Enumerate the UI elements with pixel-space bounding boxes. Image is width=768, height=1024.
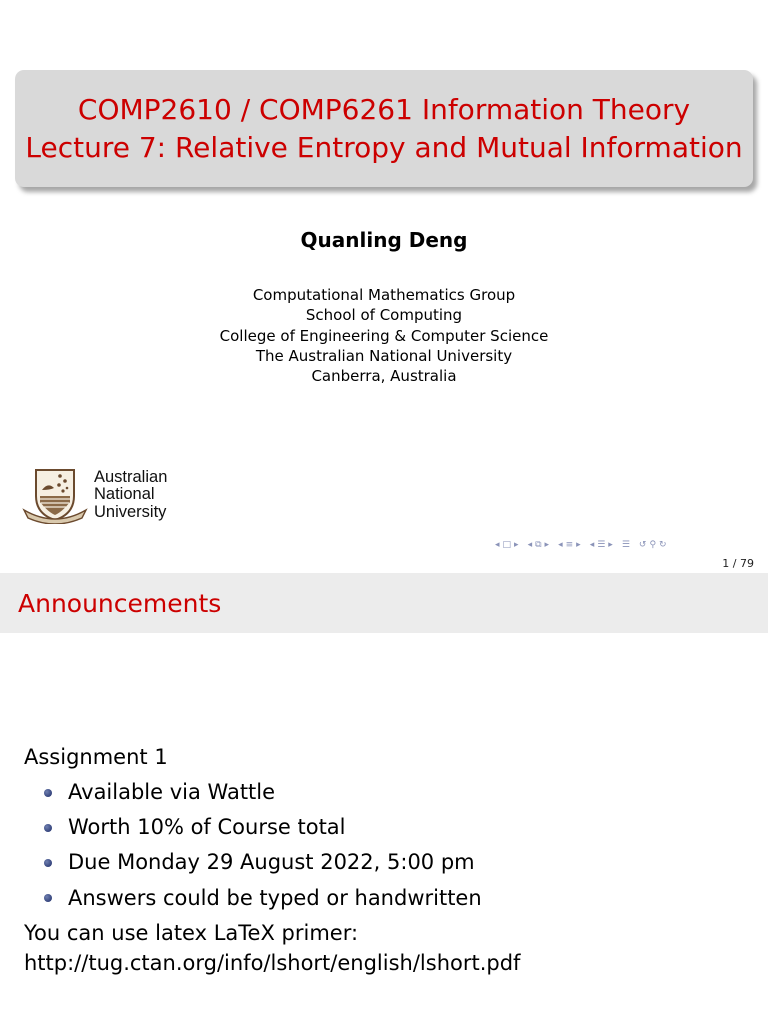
nav-appendix-icon[interactable]: ☰	[621, 540, 630, 550]
nav-right-arrow-icon[interactable]: ▸	[576, 540, 581, 550]
bullet-text: Due Monday 29 August 2022, 5:00 pm	[68, 850, 475, 875]
list-item	[44, 845, 482, 880]
list-item	[44, 881, 482, 916]
title-box	[15, 70, 753, 187]
list-item	[44, 775, 482, 810]
bullet-list	[44, 775, 482, 916]
beamer-nav-bar	[495, 538, 763, 552]
nav-frame-group[interactable]	[495, 538, 519, 552]
affiliation	[0, 285, 768, 386]
bullet-text: Answers could be typed or handwritten	[68, 885, 482, 910]
affiliation-line: Computational Mathematics Group	[252, 286, 516, 304]
nav-left-arrow-icon[interactable]: ◂	[527, 540, 533, 550]
nav-document-icon[interactable]: ☰	[597, 540, 606, 550]
affiliation-line: Canberra, Australia	[311, 367, 457, 386]
nav-document-group[interactable]	[590, 538, 613, 552]
bullet-icon	[44, 824, 52, 832]
bullet-text: Worth 10% of Course total	[68, 815, 346, 840]
nav-right-arrow-icon[interactable]: ▸	[514, 540, 519, 550]
nav-left-arrow-icon[interactable]: ◂	[589, 540, 595, 550]
logo-word: Australian	[94, 467, 168, 486]
assignment-heading: Assignment 1	[24, 745, 168, 769]
nav-forward-icon[interactable]: ↻	[659, 540, 667, 550]
nav-left-arrow-icon[interactable]: ◂	[558, 540, 563, 550]
author-name: Quanling Deng	[300, 228, 468, 252]
bullet-text: Available via Wattle	[68, 780, 276, 804]
affiliation-line: The Australian National University	[255, 346, 513, 365]
nav-section-group[interactable]	[558, 538, 581, 552]
affiliation-line: School of Computing	[305, 306, 463, 325]
nav-right-arrow-icon[interactable]: ▸	[544, 540, 550, 550]
latex-note: You can use latex LaTeX primer:	[24, 921, 359, 945]
nav-search-icon[interactable]: ⚲	[649, 540, 657, 550]
lecture-title: Lecture 7: Relative Entropy and Mutual Information	[25, 130, 743, 164]
logo-word: University	[94, 502, 167, 521]
frame-title-bar	[0, 573, 768, 633]
nav-left-arrow-icon[interactable]: ◂	[495, 540, 500, 550]
nav-subsection-icon[interactable]: ⧉	[535, 540, 542, 550]
announcements-slide	[0, 573, 768, 1024]
affiliation-line: College of Engineering & Computer Science	[219, 326, 549, 345]
bullet-icon	[44, 859, 52, 867]
latex-primer-link[interactable]: http://tug.ctan.org/info/lshort/english/lshort.pdf	[24, 951, 521, 975]
logo-word: National	[94, 485, 155, 504]
nav-subsection-group[interactable]	[528, 538, 550, 552]
anu-logo	[22, 466, 167, 524]
frame-title: Announcements	[18, 589, 222, 618]
nav-back-icon[interactable]: ↺	[638, 540, 647, 550]
list-item	[44, 810, 482, 845]
bullet-icon	[44, 894, 52, 902]
course-title: COMP2610 / COMP6261 Information Theory	[77, 92, 691, 126]
nav-frame-icon[interactable]: □	[502, 540, 512, 550]
anu-logo-text	[94, 469, 167, 522]
nav-right-arrow-icon[interactable]: ▸	[608, 540, 613, 550]
anu-crest-icon	[22, 466, 88, 524]
nav-section-icon[interactable]: ≡	[565, 540, 574, 550]
page-number: 1 / 79	[722, 557, 754, 570]
nav-search-group[interactable]	[639, 538, 667, 552]
bullet-icon	[44, 789, 52, 797]
